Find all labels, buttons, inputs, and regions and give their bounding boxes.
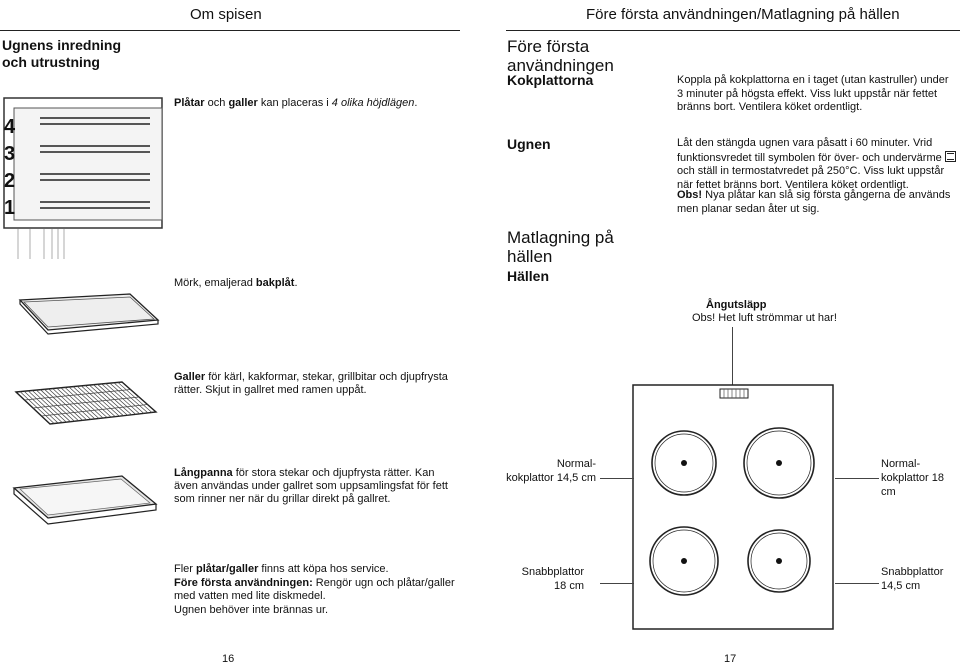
steam-text: Obs! Het luft strömmar ut har! xyxy=(692,312,837,324)
oven-label: Ugnen xyxy=(507,136,551,152)
top-bottom-heat-icon xyxy=(945,151,956,162)
page-number-right: 17 xyxy=(724,653,737,665)
baking-tray-illustration xyxy=(10,290,160,340)
page-number-left: 16 xyxy=(222,653,235,665)
leader-tl xyxy=(600,478,634,479)
header-rule-left xyxy=(0,30,460,31)
label-normal-145: Normal- kokplattor 14,5 cm xyxy=(506,458,596,484)
hotplates-text: Koppla på kokplattorna en i taget (utan kastruller) under 3 minuter på högsta effekt. Viss lukt uppstår när fettet bränns bort. Ventilera köket ordentligt. xyxy=(677,74,949,113)
hotplates-label: Kokplattorna xyxy=(507,72,594,88)
page-header-right: Före första användningen/Matlagning på hällen xyxy=(586,6,900,23)
rack-level-1: 1 xyxy=(4,197,16,219)
hob-label: Hällen xyxy=(507,268,550,284)
rack-level-3: 3 xyxy=(4,143,16,165)
steam-title: Ångutsläpp xyxy=(706,299,767,311)
page-header-left: Om spisen xyxy=(190,6,262,23)
oven-interior-illustration xyxy=(0,94,170,264)
rack-level-2: 2 xyxy=(4,170,16,192)
label-rapid-145: Snabbplattor 14,5 cm xyxy=(881,566,944,592)
rack-level-4: 4 xyxy=(4,116,16,138)
obs-note: Obs! Nya plåtar kan slå sig första gångerna de används men planar sedan åter ut sig. xyxy=(677,189,951,215)
shelf-positions-text: Plåtar och galler kan placeras i 4 olika höjdlägen. xyxy=(174,97,418,109)
drip-pan-text: Långpanna för stora stekar och djupfrysta rätter. Kan även användas under gallret som uppsamlingsfat för fett som rinner ner när du grillar direkt på gallret. xyxy=(174,467,448,505)
section-title: Ugnens inredning och utrustning xyxy=(2,37,121,70)
leader-tr xyxy=(835,478,879,479)
hob-title: Matlagning på hällen xyxy=(507,228,614,266)
rack-text: Galler för kärl, kakformar, stekar, grillbitar och djupfrysta rätter. Skjut in gallret med ramen uppåt. xyxy=(174,371,448,396)
leader-br xyxy=(835,583,879,584)
oven-text: Låt den stängda ugnen vara påsatt i 60 minuter. Vrid funktionsvredet till symbolen för över- och undervärme och ställ in termostatvredet på 250°C. Viss lukt uppstår när fettet bränns bort. Ventilera köket ordentligt. xyxy=(677,137,957,192)
label-normal-18: Normal- kokplattor 18 cm xyxy=(881,458,944,498)
baking-tray-text: Mörk, emaljerad bakplåt. xyxy=(174,277,298,289)
header-rule-right xyxy=(506,30,960,31)
wire-rack-illustration xyxy=(10,378,160,433)
first-use-title: Före första användningen xyxy=(507,37,614,75)
drip-pan-illustration xyxy=(6,472,161,532)
label-rapid-18: Snabbplattor 18 cm xyxy=(521,566,584,592)
steam-leader-line xyxy=(732,327,733,385)
hob-illustration xyxy=(632,383,837,633)
leader-bl xyxy=(600,583,634,584)
left-footer-text: Fler plåtar/galler finns att köpa hos service. Före första användningen: Rengör ugn och plåtar/galler med vatten med lite diskmedel. Ugnen behöver inte brännas ur. xyxy=(174,563,455,616)
